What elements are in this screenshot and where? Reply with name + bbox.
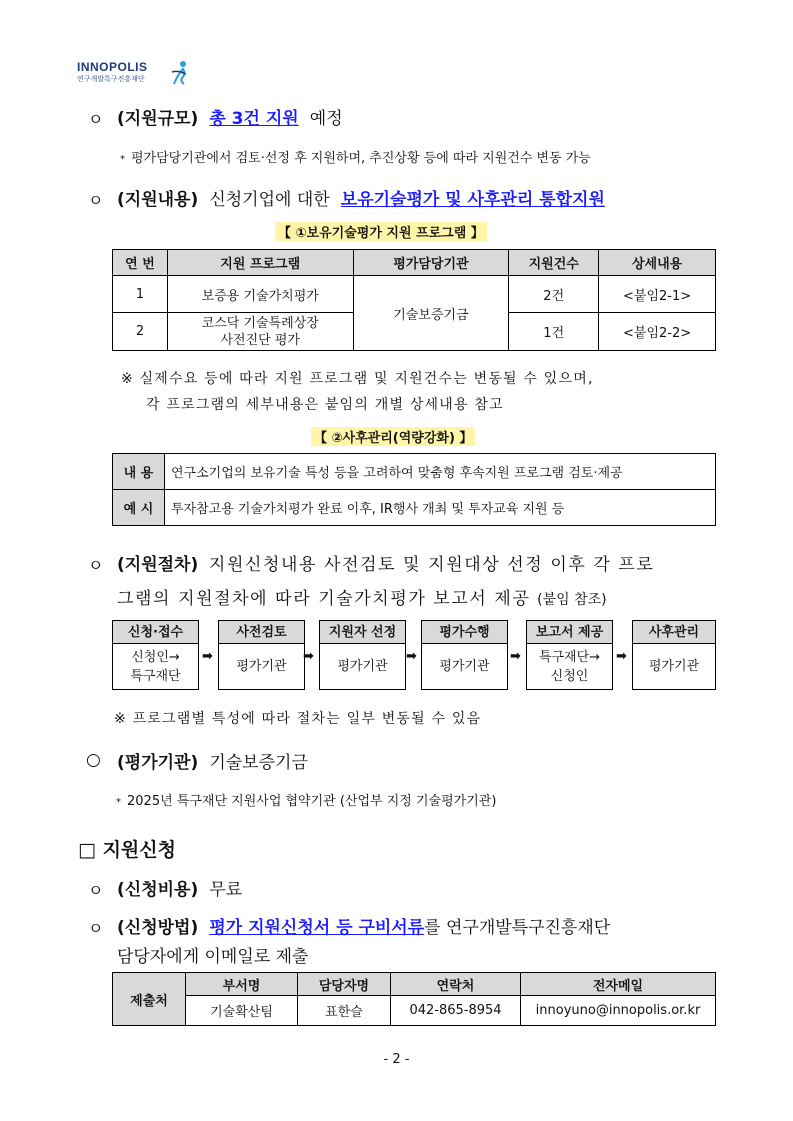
aftercare-table [112, 453, 716, 526]
program-name: 코스닥 기술특례상장 사전진단 평가 [167, 313, 353, 351]
procedure-note: ※ 프로그램별 특성에 따라 절차는 일부 변동될 수 있음 [114, 711, 482, 727]
contact-table [112, 972, 716, 1026]
table2-caption: 【 ②사후관리(역량강화) 】 [311, 427, 475, 446]
method-line2: 담당자에게 이메일로 제출 [117, 947, 309, 967]
section-label-procedure: (지원절차) [117, 555, 199, 575]
procedure-line2: 그램의 지원절차에 따라 기술가치평가 보고서 제공 [117, 589, 531, 609]
cost-value: 무료 [209, 880, 243, 900]
table-row [113, 996, 716, 1026]
content-lead: 신청기업에 대한 [209, 190, 330, 210]
circle-bullet: ○ [86, 750, 101, 770]
program-note-2: 각 프로그램의 세부내용은 붙임의 개별 상세내용 참고 [146, 397, 504, 413]
agency-note: * 2025년 특구재단 지원사업 협약기관 (산업부 지정 기술평가기관) [116, 794, 497, 809]
col-header: 지원 프로그램 [167, 250, 353, 276]
flow-step-title: 사전검토 [219, 621, 304, 644]
count-cell: 2건 [509, 276, 599, 313]
program-name: 보증용 기술가치평가 [167, 276, 353, 313]
flow-step-title: 평가수행 [422, 621, 507, 644]
logo-name: INNOPOLIS [77, 60, 148, 74]
bullet: ㅇ [88, 881, 104, 900]
col-header: 연 번 [113, 250, 168, 276]
scale-highlight: 총 3건 지원 [209, 109, 299, 129]
bullet: ㅇ [88, 556, 104, 575]
flow-step-title: 신청·접수 [113, 621, 198, 644]
detail-cell: <붙임2-1> [599, 276, 716, 313]
flow-step-title: 보고서 제공 [527, 621, 612, 644]
arrow-right-icon: ➡ [202, 649, 213, 664]
phone-cell: 042-865-8954 [391, 996, 521, 1026]
department-cell: 기술확산팀 [186, 996, 298, 1026]
section-label-method: (신청방법) [117, 918, 199, 938]
table1-caption: 【 ①보유기술평가 지원 프로그램 】 [275, 222, 487, 241]
method-highlight: 평가 지원신청서 등 구비서류 [209, 918, 425, 938]
procedure-line1: 지원신청내용 사전검토 및 지원대상 선정 이후 각 프로 [208, 555, 655, 575]
bullet: ㅇ [88, 919, 104, 938]
table-row [113, 276, 716, 313]
col-header: 상세내용 [599, 250, 716, 276]
row-text: 연구소기업의 보유기술 특성 등을 고려하여 맞춤형 후속지원 프로그램 검토·제공 [165, 454, 716, 490]
col-header: 전자메일 [521, 973, 716, 996]
flow-step [526, 620, 613, 690]
contact-row-header: 제출처 [113, 973, 186, 1026]
content-highlight: 보유기술평가 및 사후관리 통합지원 [340, 190, 605, 210]
program-table [112, 249, 716, 351]
logo-figure-icon [170, 60, 190, 86]
flow-step [421, 620, 508, 690]
arrow-right-icon: ➡ [303, 649, 314, 664]
section-label-scale: (지원규모) [117, 109, 199, 129]
col-header: 평가담당기관 [353, 250, 509, 276]
contact-person-cell: 표한슬 [298, 996, 391, 1026]
section-label-agency: (평가기관) [117, 753, 199, 773]
flow-step-body: 평가기관 [236, 659, 287, 674]
arrow-right-icon: ➡ [616, 649, 627, 664]
procedure-line2-small: (붙임 참조) [537, 592, 607, 608]
row-number: 2 [113, 313, 168, 351]
col-header: 연락처 [391, 973, 521, 996]
section-label-cost: (신청비용) [117, 880, 199, 900]
flow-step [319, 620, 406, 690]
agency-value: 기술보증기금 [209, 753, 308, 773]
flow-step-title: 사후관리 [633, 621, 715, 644]
agency-cell: 기술보증기금 [353, 276, 509, 351]
row-text: 투자참고용 기술가치평가 완료 이후, IR행사 개최 및 투자교육 지원 등 [165, 490, 716, 526]
bullet: ㅇ [88, 110, 104, 129]
row-header: 내 용 [113, 454, 165, 490]
flow-step-body: 평가기관 [648, 659, 700, 674]
arrow-right-icon: ➡ [406, 649, 417, 664]
table-row [113, 454, 716, 490]
detail-cell: <붙임2-2> [599, 313, 716, 351]
flow-step [112, 620, 199, 690]
bullet: ㅇ [88, 191, 104, 210]
logo-subtitle: 연구개발특구진흥재단 [77, 75, 145, 83]
flow-step [218, 620, 305, 690]
flow-step-body: 특구재단→ 신청인 [538, 649, 601, 684]
program-note-1: ※ 실제수요 등에 따라 지원 프로그램 및 지원건수는 변동될 수 있으며, [121, 371, 594, 387]
flow-step-body: 평가기관 [337, 659, 388, 674]
method-tail: 를 연구개발특구진흥재단 [424, 918, 611, 938]
arrow-right-icon: ➡ [510, 649, 521, 664]
flow-step [632, 620, 716, 690]
logo [77, 60, 148, 84]
section-label-content: (지원내용) [117, 190, 199, 210]
apply-heading: □ 지원신청 [78, 839, 176, 861]
col-header: 담당자명 [298, 973, 391, 996]
col-header: 지원건수 [509, 250, 599, 276]
count-cell: 1건 [509, 313, 599, 351]
page-number: - 2 - [383, 1052, 410, 1067]
flow-step-title: 지원자 선정 [320, 621, 405, 644]
scale-tail: 예정 [309, 109, 343, 129]
row-header: 예 시 [113, 490, 165, 526]
row-number: 1 [113, 276, 168, 313]
col-header: 부서명 [186, 973, 298, 996]
flow-step-body: 신청인→ 특구재단 [130, 649, 181, 684]
scale-note: * 평가담당기관에서 검토·선정 후 지원하며, 추진상황 등에 따라 지원건수 변동 가능 [120, 151, 591, 166]
flow-step-body: 평가기관 [439, 659, 490, 674]
email-cell[interactable]: innoyuno@innopolis.or.kr [521, 996, 716, 1026]
table-row [113, 490, 716, 526]
